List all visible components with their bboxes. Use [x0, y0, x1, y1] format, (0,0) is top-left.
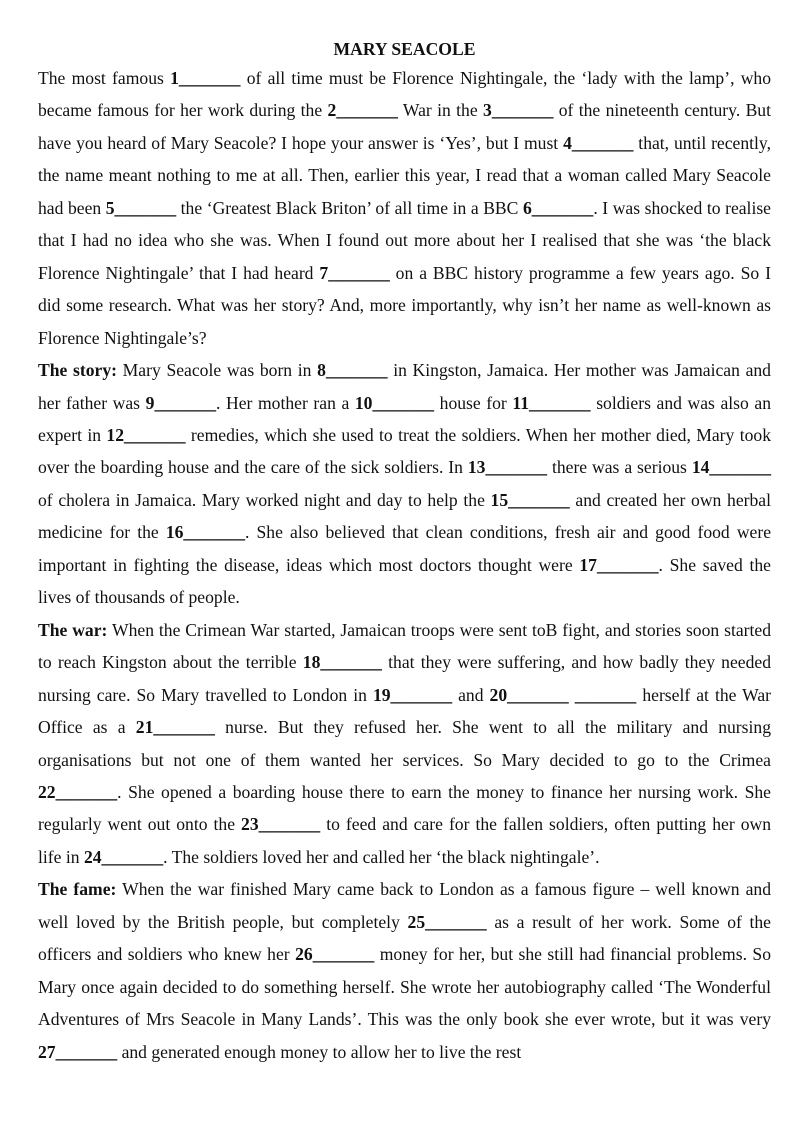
text-run: on a BBC history programme a few years ago. So I did some research. What was her story? And, more importantly, why isn’t her name as well-known as Florence Nightingale’s? — [38, 262, 771, 348]
text-run: of the nineteenth century. But have you heard of Mary Seacole? I hope your answer is ‘Yes’, but I must — [38, 100, 771, 153]
text-run: When the Crimean War started, Jamaican troops were sent toB fight, and stories soon started to reach Kingston about the terrible — [38, 619, 771, 673]
gap-blank[interactable]: 21_______ — [135, 717, 215, 738]
text-run: . She opened a boarding house there to earn the money to finance her nursing work. She regularly went out onto the — [38, 781, 771, 835]
text-run: herself at the War Office as a — [38, 684, 771, 738]
text-run: . She saved the lives of thousands of people. — [38, 554, 771, 608]
document-title: MARY SEACOLE — [333, 39, 476, 59]
paragraph — [38, 873, 771, 1068]
gap-blank[interactable]: 14_______ — [691, 457, 771, 478]
text-run: . The soldiers loved her and called her ‘the black nightingale’. — [163, 846, 600, 867]
gap-blank[interactable]: 11_______ — [512, 392, 591, 413]
text-run: house for — [434, 392, 513, 413]
gap-blank[interactable]: 2_______ — [327, 100, 398, 121]
gap-blank[interactable]: 23_______ — [241, 814, 321, 835]
gap-blank[interactable]: 27_______ — [38, 1041, 118, 1062]
text-run: and — [452, 684, 490, 705]
text-run: in Kingston, Jamaica. Her mother was Jamaican and her father was — [38, 360, 771, 413]
gap-blank[interactable]: 12_______ — [106, 424, 186, 445]
text-run: and created her own herbal medicine for the — [38, 489, 771, 543]
paragraph — [38, 62, 771, 354]
document-body — [38, 62, 771, 1068]
text-run: . I was shocked to realise that I had no idea who she was. When I found out more about her I realised that she was ‘the black Florence Nightingale’ that I had heard — [38, 197, 771, 283]
text-run: and generated enough money to allow her to live the rest — [117, 1041, 522, 1062]
text-run: The most famous — [38, 68, 171, 88]
text-run: money for her, but she still had financial problems. So Mary once again decided to do something herself. She wrote her autobiography called ‘The Wonderful Adventures of Mrs Seacole in Many Lands’. This was the only book she ever wrote, but it was very — [38, 944, 772, 1030]
gap-blank[interactable]: 25_______ — [407, 911, 487, 932]
text-run: the ‘Greatest Black Briton’ of all time in a BBC — [176, 197, 523, 218]
gap-blank[interactable]: 15_______ — [490, 489, 570, 510]
gap-blank[interactable]: 19_______ — [372, 684, 453, 705]
gap-blank[interactable]: 5_______ — [105, 197, 177, 218]
text-run: nurse. But they refused her. She went to all the military and nursing organisations but not one of them wanted her services. So Mary decided to go to the Crimea — [38, 717, 771, 770]
gap-blank[interactable]: 7_______ — [319, 262, 390, 283]
text-run: of cholera in Jamaica. Mary worked night and day to help the — [38, 489, 491, 510]
gap-blank[interactable]: 9_______ — [145, 392, 217, 413]
gap-blank[interactable]: 6_______ — [522, 197, 594, 218]
text-run: that they were suffering, and how badly they needed nursing care. So Mary travelled to London in — [38, 652, 771, 705]
section-heading: The fame: — [38, 879, 117, 900]
gap-blank[interactable]: 24_______ — [83, 846, 164, 867]
text-run: remedies, which she used to treat the soldiers. When her mother died, Mary took over the boarding house and the care of the sick soldiers. In — [38, 424, 771, 478]
gap-blank[interactable]: 22_______ — [38, 781, 118, 802]
text-run: as a result of her work. Some of the officers and soldiers who knew her — [38, 911, 771, 965]
text-run: . She also believed that clean conditions, fresh air and good food were important in fighting the disease, ideas which most doctors thought were — [38, 522, 771, 575]
gap-blank[interactable]: 17_______ — [579, 554, 659, 575]
gap-blank[interactable]: 10_______ — [354, 392, 435, 413]
worksheet-page — [38, 36, 771, 1068]
text-run: there was a serious — [547, 457, 692, 478]
text-run: When the war finished Mary came back to London as a famous figure – well known and well loved by the British people, but completely — [38, 879, 771, 932]
gap-blank[interactable]: 8_______ — [317, 360, 388, 381]
text-run: of all time must be Florence Nightingale, the ‘lady with the lamp’, who became famous for her work during the — [38, 68, 771, 121]
gap-blank[interactable]: 13_______ — [467, 457, 548, 478]
text-run: to feed and care for the fallen soldiers, often putting her own life in — [38, 814, 772, 867]
text-run: that, until recently, the name meant nothing to me at all. Then, earlier this year, I read that a woman called Mary Seacole had been — [38, 132, 771, 218]
gap-blank[interactable]: 20_______ _______ — [489, 684, 637, 705]
text-run: soldiers and was also an expert in — [38, 392, 772, 445]
section-heading: The war: — [38, 619, 108, 640]
text-run: War in the — [397, 100, 484, 121]
paragraph — [38, 354, 771, 614]
text-run: . Her mother ran a — [216, 392, 355, 413]
section-heading: The story: — [38, 360, 117, 381]
gap-blank[interactable]: 4_______ — [563, 132, 634, 153]
gap-blank[interactable]: 18_______ — [302, 652, 382, 673]
gap-blank[interactable]: 16_______ — [165, 522, 245, 543]
text-run: Mary Seacole was born in — [116, 360, 318, 381]
paragraph — [38, 614, 771, 874]
gap-blank[interactable]: 1_______ — [170, 68, 241, 88]
gap-blank[interactable]: 26_______ — [295, 944, 375, 965]
gap-blank[interactable]: 3_______ — [483, 100, 554, 121]
